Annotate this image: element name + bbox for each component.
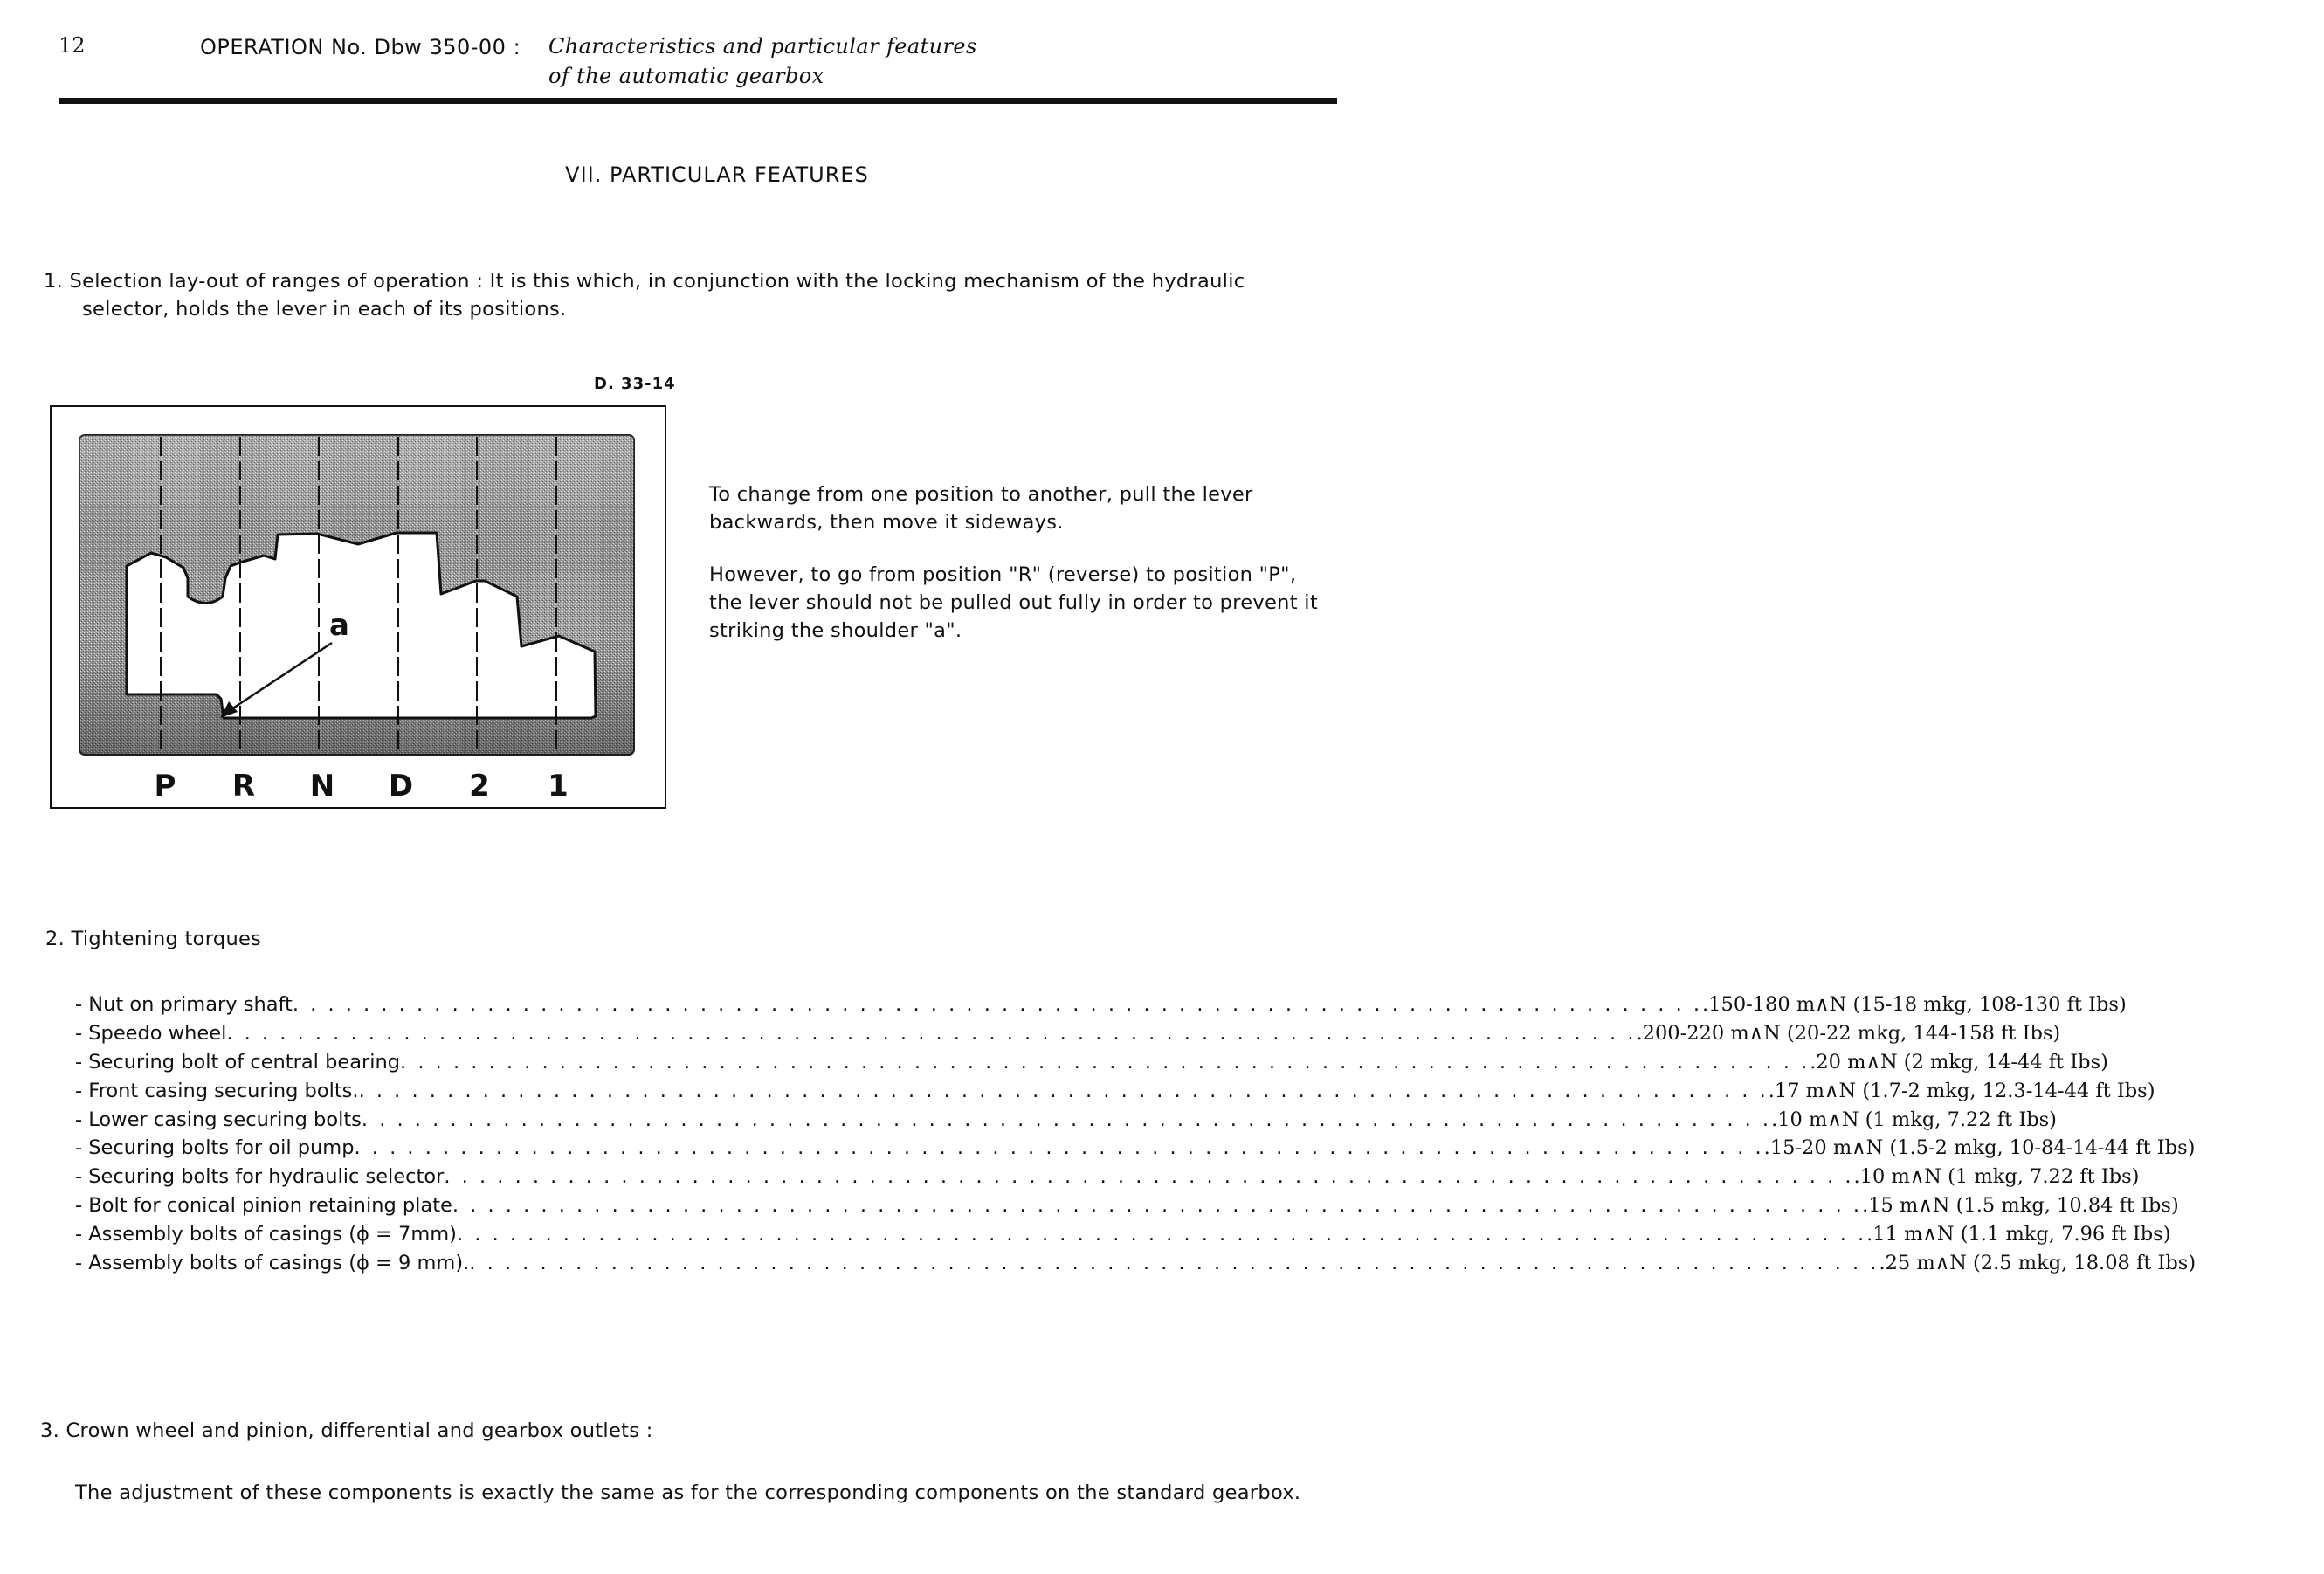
torque-label: - Front casing securing bolts. bbox=[75, 1079, 359, 1102]
torque-value: .200-220 m∧N (20-22 mkg, 144-158 ft Ibs) bbox=[1636, 1021, 2061, 1045]
torque-row bbox=[75, 1165, 2140, 1194]
leader-dots: . . . . . . . . . . . . . . . . . . . . . . . . . . . . . . . . . . . . . . . . . . . . . . . . . . . . . . . . . . . . . . . . . . . . . . . . . . . . . . . . bbox=[444, 1165, 1854, 1189]
torque-row bbox=[75, 1223, 2171, 1252]
torque-label: - Securing bolts for oil pump bbox=[75, 1136, 355, 1160]
torque-value: .10 m∧N (1 mkg, 7.22 ft Ibs) bbox=[1853, 1165, 2140, 1189]
leader-dots: . . . . . . . . . . . . . . . . . . . . . . . . . . . . . . . . . . . . . . . . . . . . . . . . . . . . . . . . . . . . . . . . . . . . . . . . . . . . . . . . bbox=[400, 1050, 1810, 1073]
torque-label: - Assembly bolts of casings (ϕ = 7mm) bbox=[75, 1223, 457, 1246]
leader-dots: . . . . . . . . . . . . . . . . . . . . . . . . . . . . . . . . . . . . . . . . . . . . . . . . . . . . . . . . . . . . . . . . . . . . . . . . . . . . . . . . bbox=[358, 1079, 1769, 1102]
torque-row bbox=[75, 1136, 2196, 1165]
torque-label: - Securing bolt of central bearing bbox=[75, 1050, 401, 1073]
torque-value: .15-20 m∧N (1.5-2 mkg, 10-84-14-44 ft Ibs) bbox=[1763, 1136, 2196, 1160]
gear-label-p: P bbox=[154, 769, 176, 804]
gear-label-r: R bbox=[231, 769, 256, 804]
torque-row bbox=[75, 1050, 2108, 1080]
gear-label-n: N bbox=[309, 769, 335, 804]
torque-row bbox=[75, 1252, 2196, 1281]
callout-label-a: a bbox=[329, 608, 349, 643]
torque-value: .10 m∧N (1 mkg, 7.22 ft Ibs) bbox=[1771, 1108, 2057, 1131]
leader-dots: . . . . . . . . . . . . . . . . . . . . . . . . . . . . . . . . . . . . . . . . . . . . . . . . . . . . . . . . . . . . . . . . . . . . . . . . . . . . . . . . bbox=[469, 1252, 1879, 1275]
item-2-heading: 2. Tightening torques bbox=[45, 928, 262, 950]
figure-reference: D. 33-14 bbox=[594, 375, 676, 393]
torque-value: .15 m∧N (1.5 mkg, 10.84 ft Ibs) bbox=[1862, 1194, 2179, 1218]
operation-title: OPERATION No. Dbw 350-00 : bbox=[200, 35, 521, 59]
item-3-body: The adjustment of these components is exactly the same as for the corresponding components on the standard gearbox. bbox=[75, 1481, 1301, 1504]
torque-row bbox=[75, 1108, 2057, 1137]
torque-value: .150-180 m∧N (15-18 mkg, 108-130 ft Ibs) bbox=[1702, 993, 2127, 1016]
section-title: VII. PARTICULAR FEATURES bbox=[565, 162, 869, 187]
subtitle-line-1: Characteristics and particular features bbox=[548, 34, 977, 59]
torque-value: .25 m∧N (2.5 mkg, 18.08 ft Ibs) bbox=[1879, 1252, 2196, 1275]
gear-label-2: 2 bbox=[469, 769, 490, 804]
figure-explanation bbox=[709, 480, 1321, 669]
explanation-paragraph-1: To change from one position to another, pull the lever backwards, then move it sideways. bbox=[709, 483, 1253, 534]
gear-label-1: 1 bbox=[548, 769, 569, 804]
explanation-paragraph-2: However, to go from position "R" (reverse) to position "P", the lever should not be pulled out fully in order to prevent it striking the shoulder "a". bbox=[709, 563, 1318, 642]
torque-label: - Securing bolts for hydraulic selector bbox=[75, 1165, 445, 1189]
torque-value: .17 m∧N (1.7-2 mkg, 12.3-14-44 ft Ibs) bbox=[1768, 1079, 2155, 1102]
page-number: 12 bbox=[59, 33, 86, 58]
torque-list bbox=[75, 993, 2196, 1281]
torque-row bbox=[75, 993, 2127, 1022]
item-1-line-1: 1. Selection lay-out of ranges of operation : It is this which, in conjunction with the locking mechanism of the hydraulic bbox=[44, 270, 1245, 293]
subtitle-line-2: of the automatic gearbox bbox=[548, 64, 824, 88]
torque-value: .11 m∧N (1.1 mkg, 7.96 ft Ibs) bbox=[1866, 1223, 2171, 1246]
leader-dots: . . . . . . . . . . . . . . . . . . . . . . . . . . . . . . . . . . . . . . . . . . . . . . . . . . . . . . . . . . . . . . . . . . . . . . . . . . . . . . . . bbox=[452, 1194, 1863, 1218]
leader-dots: . . . . . . . . . . . . . . . . . . . . . . . . . . . . . . . . . . . . . . . . . . . . . . . . . . . . . . . . . . . . . . . . . . . . . . . . . . . . . . . . bbox=[226, 1021, 1637, 1045]
torque-row bbox=[75, 1021, 2061, 1051]
leader-dots: . . . . . . . . . . . . . . . . . . . . . . . . . . . . . . . . . . . . . . . . . . . . . . . . . . . . . . . . . . . . . . . . . . . . . . . . . . . . . . . . bbox=[292, 993, 1703, 1016]
leader-dots: . . . . . . . . . . . . . . . . . . . . . . . . . . . . . . . . . . . . . . . . . . . . . . . . . . . . . . . . . . . . . . . . . . . . . . . . . . . . . . . . bbox=[456, 1223, 1867, 1246]
torque-label: - Nut on primary shaft bbox=[75, 993, 293, 1016]
gear-label-d: D bbox=[388, 769, 414, 804]
torque-row bbox=[75, 1079, 2155, 1108]
torque-label: - Assembly bolts of casings (ϕ = 9 mm). bbox=[75, 1252, 470, 1275]
torque-value: .20 m∧N (2 mkg, 14-44 ft Ibs) bbox=[1810, 1050, 2108, 1073]
leader-dots: . . . . . . . . . . . . . . . . . . . . . . . . . . . . . . . . . . . . . . . . . . . . . . . . . . . . . . . . . . . . . . . . . . . . . . . . . . . . . . . . bbox=[354, 1136, 1764, 1160]
item-3-heading: 3. Crown wheel and pinion, differential and gearbox outlets : bbox=[40, 1419, 653, 1442]
torque-label: - Lower casing securing bolts bbox=[75, 1108, 362, 1131]
torque-label: - Bolt for conical pinion retaining plate bbox=[75, 1194, 452, 1218]
torque-label: - Speedo wheel bbox=[75, 1021, 227, 1045]
leader-dots: . . . . . . . . . . . . . . . . . . . . . . . . . . . . . . . . . . . . . . . . . . . . . . . . . . . . . . . . . . . . . . . . . . . . . . . . . . . . . . . . bbox=[361, 1108, 1772, 1131]
item-1-line-2: selector, holds the lever in each of its positions. bbox=[82, 298, 567, 321]
torque-row bbox=[75, 1194, 2179, 1223]
